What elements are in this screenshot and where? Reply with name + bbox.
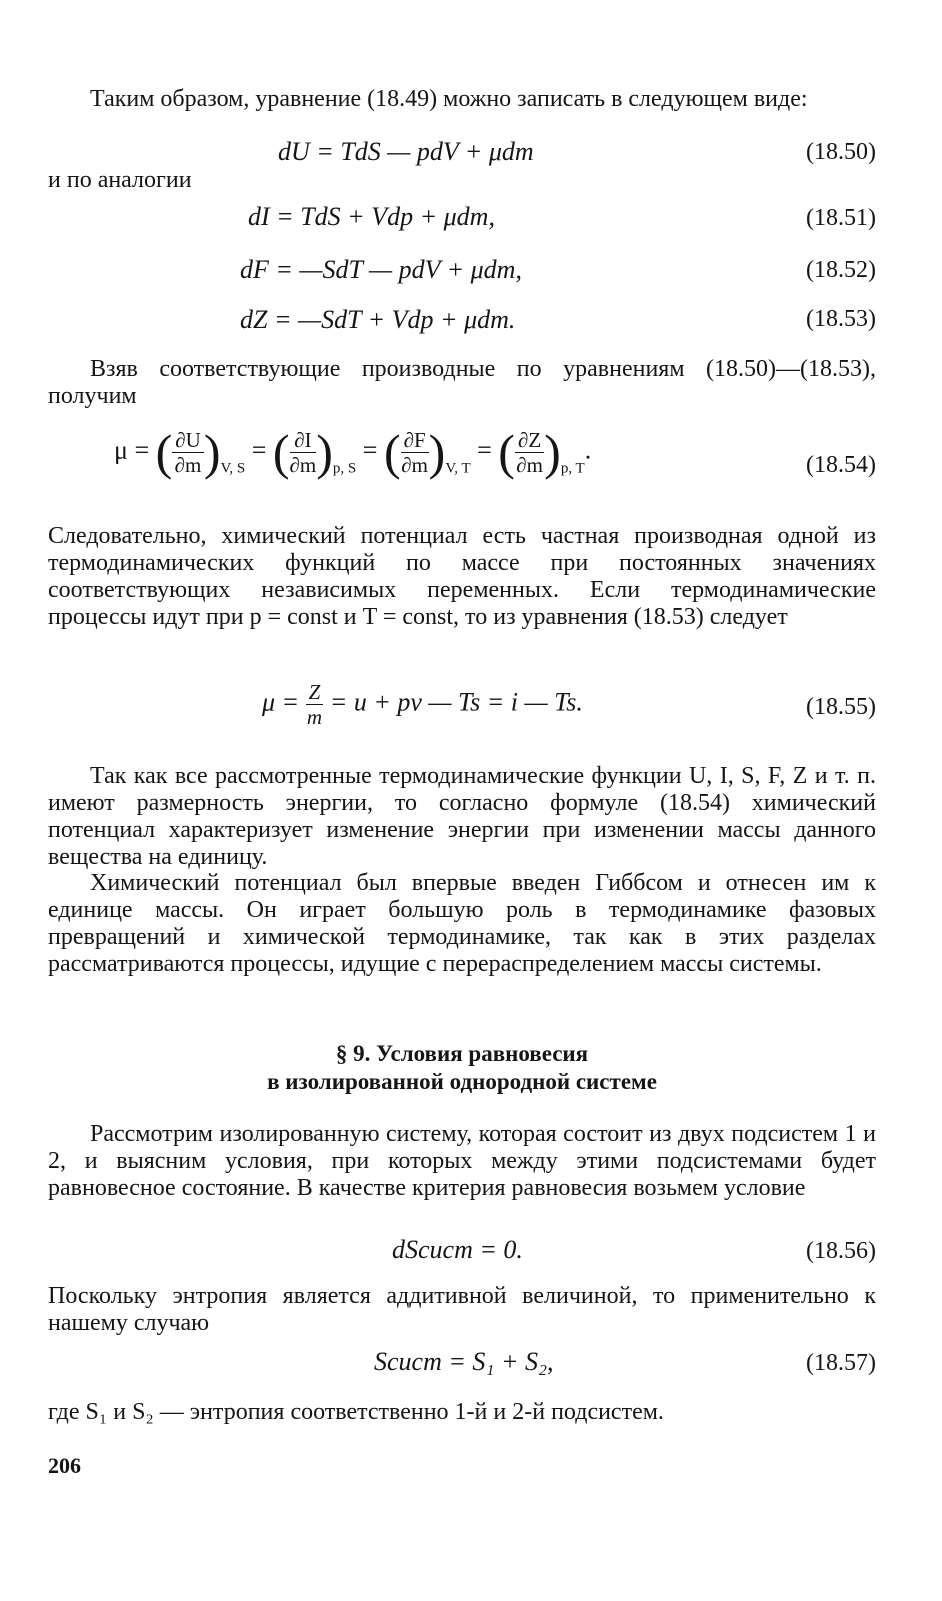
fraction-denominator: ∂m [516,453,543,477]
equation-18-52: dF = —SdT — pdV + μdm, [240,255,522,284]
fraction-denominator: ∂m [289,453,317,477]
mu-symbol: μ = [114,435,150,465]
subscript: p, T [560,460,585,477]
equation-number-18-57: (18.57) [806,1350,876,1376]
paragraph-entropy-additive: Поскольку энтропия является аддитивной величиной, то применительно к нашему случаю [48,1283,876,1336]
page-number: 206 [48,1453,81,1478]
fraction-numerator: Z [306,680,324,705]
paragraph-gibbs: Химический потенциал был впервые введен Гиббсом и отнесен им к единице массы. Он играет большую роль в термодинамике фазовых превращений и химической термодинамике, так как в этих разделах рассматриваются процессы, идущие с перераспределением массы системы. [48,870,876,977]
paragraph-subsystem-entropy: где S₁ и S₂ — энтропия соответственно 1-й и 2-й подсистем. [48,1399,664,1425]
paragraph-intro: Таким образом, уравнение (18.49) можно записать в следующем виде: [90,86,808,112]
equation-number-18-53: (18.53) [806,306,876,332]
fraction-denominator: ∂m [401,453,428,477]
equation-18-50: dU = TdS — pdV + μdm [278,137,534,166]
fraction-numerator: ∂U [172,428,204,453]
period: . [584,435,592,465]
paragraph-isolated-system: Рассмотрим изолированную систему, которая состоит из двух подсистем 1 и 2, и выясним условия, при которых между этими подсистемами будет равновесное состояние. В качестве критерия равновесия возьмем условие [48,1121,876,1201]
equation-number-18-56: (18.56) [806,1238,876,1264]
subscript: V, S [220,460,246,477]
equation-18-53: dZ = —SdT + Vdp + μdm. [240,305,516,334]
equation-18-57: Sсист = S₁ + S₂, [374,1347,554,1376]
paragraph-chemical-potential: Следовательно, химический потенциал есть частная производная одной из термодинамических функций по массе при постоянных значениях соответствующих независимых переменных. Если термодинамические процессы идут при p = const и T = const, то из уравнения (18.53) следует [48,523,876,630]
fraction-numerator: ∂F [401,428,429,453]
equation-number-18-54: (18.54) [806,452,876,478]
equation-number-18-50: (18.50) [806,139,876,165]
fraction-numerator: ∂I [290,428,317,453]
equation-18-54: μ = ( $\frac{\partial U}{\partial m}$ )$_{V, S}$ = ( $\frac{\partial I}{\partial m}$ )$_{p, S}$ = ( $\frac{\partial F}{\partial m}$ )$_{V, T}$ = ( $\frac{\partial Z}{\partial m}$ )$_{p, T}$. [114,424,592,480]
equation-rest: = u + pv — Ts = i — Ts. [329,687,583,717]
fraction-numerator: ∂Z [515,428,544,453]
paragraph-energy-dimension: Так как все рассмотренные термодинамические функции U, I, S, F, Z и т. п. имеют размерность энергии, то согласно формуле (18.54) химический потенциал характеризует изменение энергии при изменении массы данного вещества на единицу. [48,763,876,870]
fraction-denominator: ∂m [174,453,202,477]
section-heading-line-1: § 9. Условия равновесия [335,1041,589,1066]
equation-number-18-55: (18.55) [806,694,876,720]
subscript: p, S [332,460,357,477]
paragraph-analogy: и по аналогии [48,167,192,193]
mu-symbol: μ = [262,687,300,717]
equals-sign: = [477,435,492,465]
equation-18-56: dSсист = 0. [392,1235,523,1264]
paragraph-derivatives: Взяв соответствующие производные по уравнениям (18.50)—(18.53), получим [48,356,876,409]
equation-18-51: dI = TdS + Vdp + μdm, [248,202,495,231]
section-heading-line-2: в изолированной однородной системе [267,1069,657,1094]
equation-18-55 [262,680,583,729]
equation-number-18-51: (18.51) [806,205,876,231]
equals-sign: = [251,435,267,465]
equation-number-18-52: (18.52) [806,257,876,283]
fraction-denominator: m [306,705,323,729]
equals-sign: = [362,435,378,465]
subscript: V, T [445,460,471,477]
